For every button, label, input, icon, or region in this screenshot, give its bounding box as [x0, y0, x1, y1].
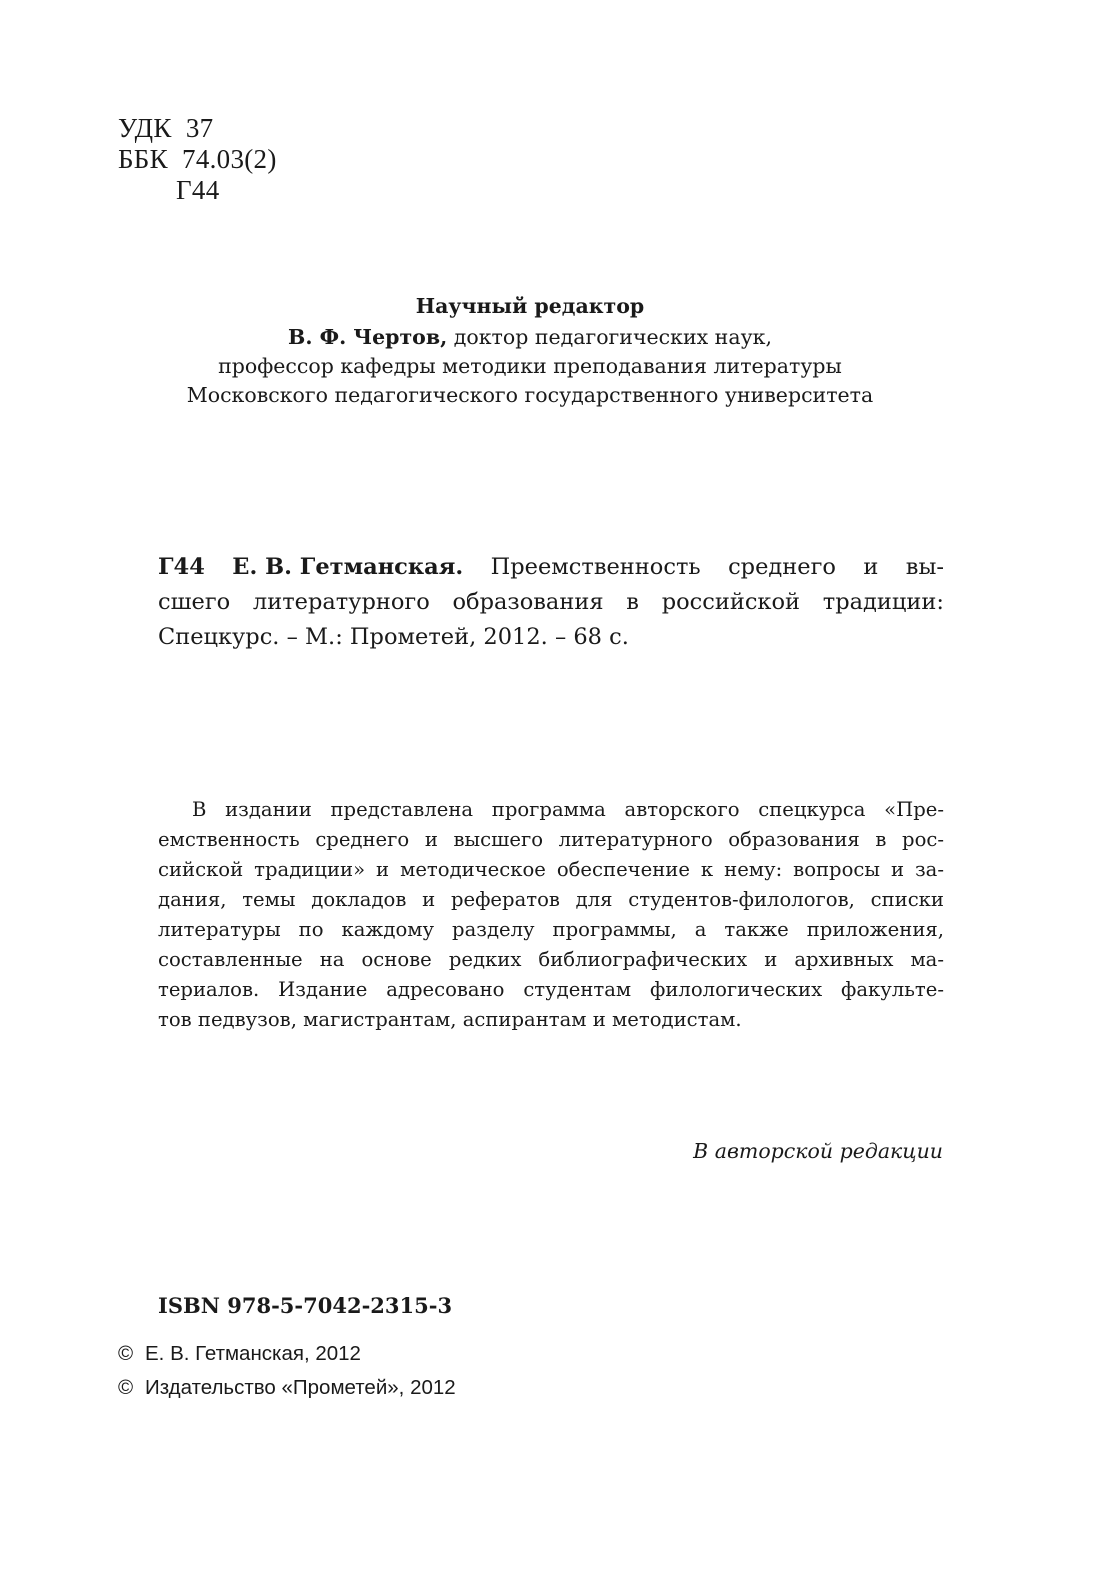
abstract-word: териалов.	[158, 978, 260, 1001]
abstract-word: приложения,	[806, 918, 944, 941]
abstract-word: ма-	[910, 948, 944, 971]
editor-line-1	[100, 323, 960, 352]
abstract-word: вопросы	[793, 858, 880, 881]
abstract-word: библиографических	[538, 948, 748, 971]
edition-note: В авторской редакции	[693, 1139, 943, 1163]
abstract-line	[158, 885, 944, 915]
abstract-line	[158, 825, 944, 855]
editor-line-2: профессор кафедры методики преподавания литературы	[218, 354, 842, 378]
editor-degree: доктор педагогических наук,	[447, 325, 772, 349]
bibliographic-record	[158, 550, 944, 655]
abstract-word: также	[724, 918, 789, 941]
abstract-word: представлена	[330, 798, 474, 821]
copyright-author	[118, 1337, 456, 1371]
abstract-word: на	[319, 948, 345, 971]
biblio-word: образования	[452, 589, 604, 615]
abstract-word: и	[376, 858, 390, 881]
abstract-word: составленные	[158, 948, 303, 971]
abstract-word: дания,	[158, 888, 227, 911]
copyright-author-text: Е. В. Гетманская, 2012	[145, 1342, 361, 1365]
biblio-code: Г44	[158, 554, 205, 580]
biblio-word: Преемственность	[490, 554, 701, 580]
abstract-word: в	[875, 828, 887, 851]
author-mark: Г44	[176, 175, 220, 205]
abstract-word: каждому	[341, 918, 435, 941]
abstract-word: студентам	[523, 978, 632, 1001]
abstract-word: программа	[491, 798, 606, 821]
abstract-word: образования	[728, 828, 860, 851]
abstract-word: студентов-филологов,	[628, 888, 855, 911]
abstract-word: обеспечение	[556, 858, 690, 881]
biblio-line-3: Спецкурс. – М.: Прометей, 2012. – 68 с.	[158, 624, 629, 650]
biblio-author: Е. В. Гетманская.	[232, 554, 464, 580]
abstract-word: емственность	[158, 828, 300, 851]
abstract-word: и	[424, 828, 438, 851]
copyright-icon: ©	[118, 1342, 134, 1365]
biblio-word: литературного	[252, 589, 430, 615]
abstract-line	[158, 975, 944, 1005]
biblio-word: и	[863, 554, 879, 580]
abstract-line: тов педвузов, магистрантам, аспирантам и методистам.	[158, 1008, 742, 1031]
biblio-word: среднего	[728, 554, 836, 580]
abstract-word: программы,	[552, 918, 677, 941]
abstract-word: спецкурса	[758, 798, 866, 821]
abstract-word: литературы	[158, 918, 281, 941]
udk-code: УДК 37	[118, 113, 214, 143]
biblio-word: российской	[661, 589, 801, 615]
abstract-word: основе	[361, 948, 432, 971]
abstract-word: В	[192, 798, 207, 821]
biblio-word: сшего	[158, 589, 231, 615]
biblio-word: традиции:	[822, 589, 944, 615]
abstract-word: и	[890, 858, 905, 881]
abstract-word: и	[422, 888, 436, 911]
abstract-word: среднего	[315, 828, 410, 851]
biblio-word: в	[626, 589, 639, 615]
abstract-line	[158, 795, 944, 825]
abstract-word: разделу	[452, 918, 535, 941]
abstract-word: «Пре-	[884, 798, 944, 821]
copyright-publisher	[118, 1371, 456, 1405]
abstract-word: сийской	[158, 858, 244, 881]
copyright-publisher-text: Издательство «Прометей», 2012	[145, 1376, 456, 1399]
abstract-word: Издание	[278, 978, 368, 1001]
abstract-word: традиции»	[254, 858, 366, 881]
abstract-word: факульте-	[841, 978, 944, 1001]
abstract-word: за-	[915, 858, 944, 881]
abstract-word: по	[298, 918, 324, 941]
abstract-word: к	[700, 858, 714, 881]
abstract	[158, 795, 944, 1035]
isbn: ISBN 978-5-7042-2315-3	[158, 1293, 453, 1318]
abstract-word: редких	[448, 948, 522, 971]
bbk-code: ББК 74.03(2)	[118, 144, 277, 174]
abstract-word: рос-	[902, 828, 944, 851]
abstract-line	[158, 915, 944, 945]
abstract-word: литературного	[558, 828, 713, 851]
abstract-word: авторского	[624, 798, 740, 821]
abstract-word: нему:	[724, 858, 783, 881]
classification-block	[118, 113, 277, 206]
editor-name: В. Ф. Чертов,	[288, 325, 448, 349]
abstract-word: методическое	[400, 858, 546, 881]
abstract-line	[158, 945, 944, 975]
abstract-word: для	[575, 888, 613, 911]
abstract-word: темы	[242, 888, 296, 911]
biblio-word: вы-	[905, 554, 944, 580]
abstract-word: а	[694, 918, 707, 941]
abstract-word: и	[764, 948, 778, 971]
scientific-editor-block	[100, 292, 960, 410]
copyright-block	[118, 1337, 456, 1405]
abstract-word: рефератов	[450, 888, 560, 911]
abstract-word: архивных	[794, 948, 894, 971]
abstract-line	[158, 855, 944, 885]
abstract-word: издании	[225, 798, 312, 821]
abstract-word: высшего	[453, 828, 544, 851]
abstract-word: адресовано	[386, 978, 505, 1001]
copyright-icon: ©	[118, 1376, 134, 1399]
biblio-line-2	[158, 585, 944, 620]
abstract-word: списки	[870, 888, 944, 911]
editor-line-3: Московского педагогического государственного университета	[186, 383, 874, 407]
abstract-word: филологических	[650, 978, 823, 1001]
biblio-line-1	[158, 550, 944, 585]
abstract-word: докладов	[311, 888, 407, 911]
editor-heading: Научный редактор	[415, 294, 645, 318]
